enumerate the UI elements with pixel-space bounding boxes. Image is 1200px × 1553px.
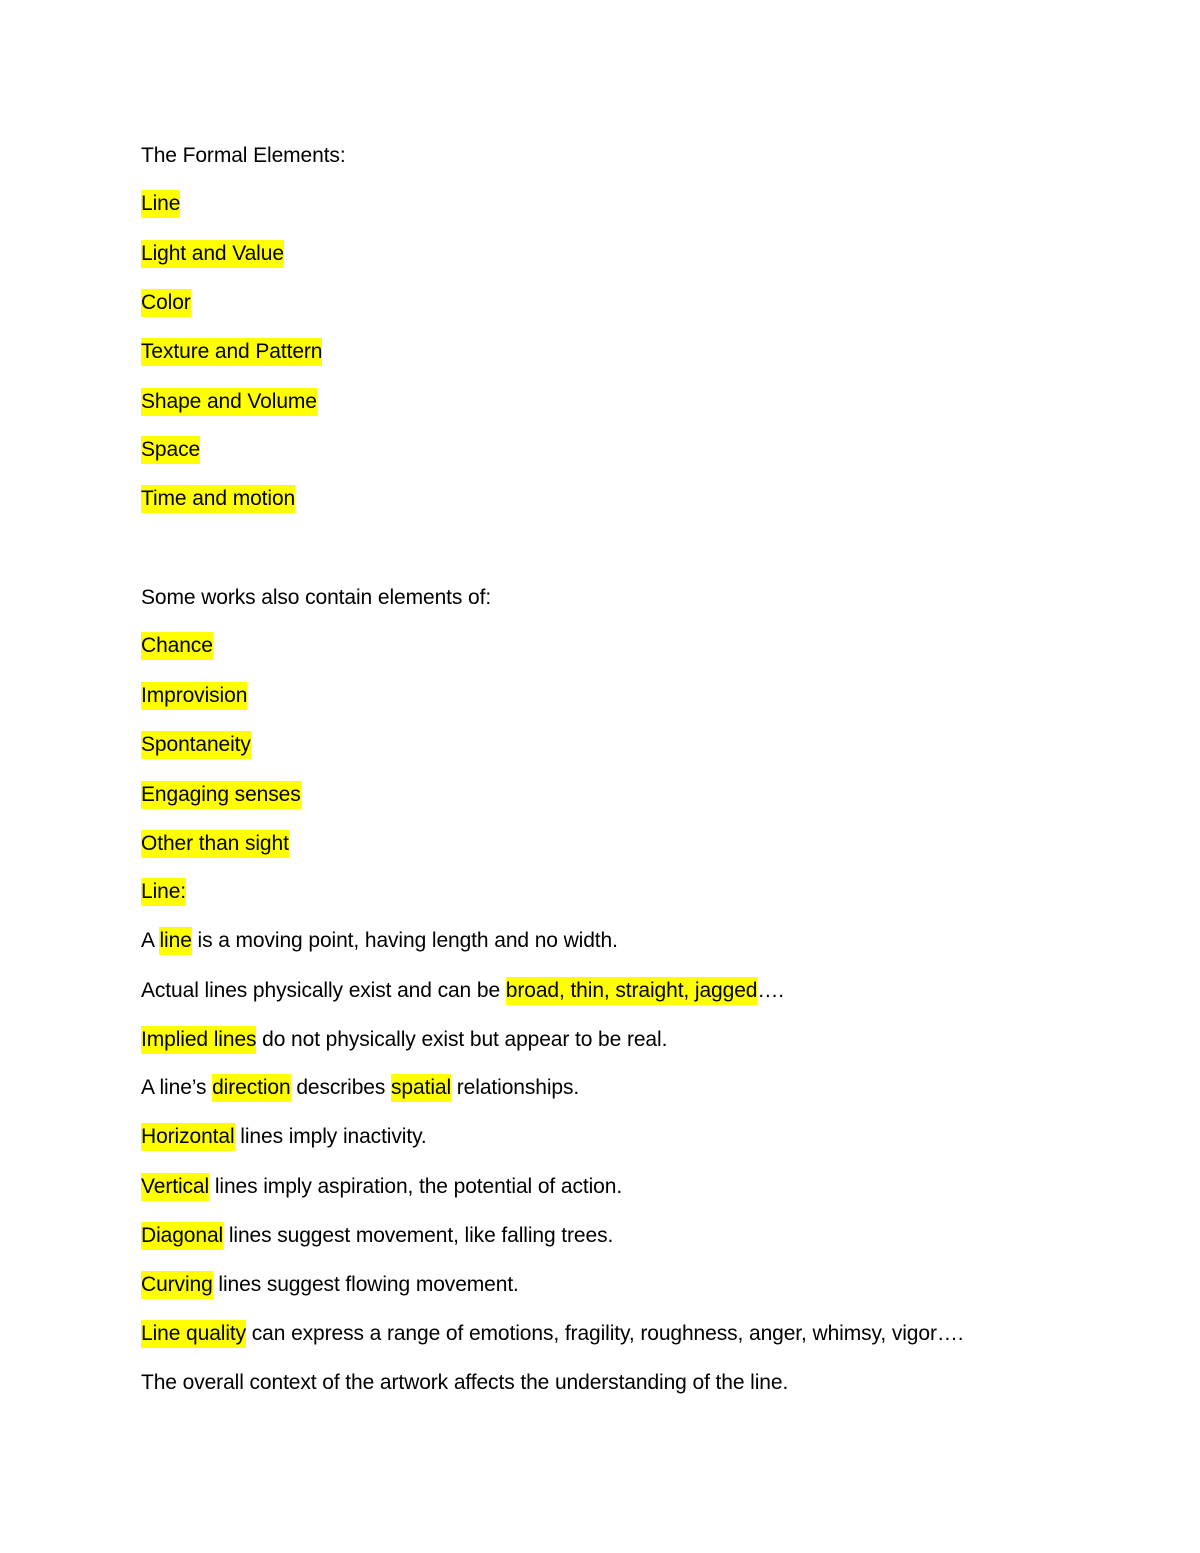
paragraph bbox=[141, 1221, 613, 1251]
highlighted-text: Implied lines bbox=[141, 1026, 256, 1054]
plain-text: is a moving point, having length and no width. bbox=[191, 929, 618, 952]
paragraph bbox=[141, 1172, 622, 1202]
highlighted-text: Texture and Pattern bbox=[141, 338, 322, 366]
highlighted-text: Improvision bbox=[141, 682, 247, 710]
plain-text: relationships. bbox=[451, 1076, 580, 1099]
paragraph bbox=[141, 976, 784, 1006]
highlighted-text: Line quality bbox=[141, 1320, 246, 1348]
other-element-item bbox=[141, 730, 251, 760]
highlighted-text: Chance bbox=[141, 632, 213, 660]
formal-elements-heading: The Formal Elements: bbox=[141, 144, 346, 167]
highlighted-text: Horizontal bbox=[141, 1123, 235, 1151]
highlighted-text: Space bbox=[141, 436, 200, 464]
formal-element-item bbox=[141, 484, 295, 514]
highlighted-text: Spontaneity bbox=[141, 731, 251, 759]
highlighted-text: Engaging senses bbox=[141, 781, 301, 809]
highlighted-text: Light and Value bbox=[141, 240, 284, 268]
plain-text: lines imply inactivity. bbox=[234, 1125, 427, 1148]
highlighted-text: spatial bbox=[391, 1074, 451, 1102]
highlighted-text: Other than sight bbox=[141, 830, 289, 858]
highlighted-text: Color bbox=[141, 289, 191, 317]
formal-element-item bbox=[141, 288, 191, 318]
plain-text: …. bbox=[757, 979, 785, 1002]
formal-element-item bbox=[141, 189, 180, 219]
formal-element-item bbox=[141, 387, 317, 417]
paragraph bbox=[141, 1319, 963, 1349]
other-element-item bbox=[141, 780, 301, 810]
highlighted-text: direction bbox=[212, 1074, 290, 1102]
paragraph bbox=[141, 1025, 667, 1055]
paragraph bbox=[141, 1073, 579, 1103]
other-elements-heading: Some works also contain elements of: bbox=[141, 586, 492, 609]
other-element-item bbox=[141, 829, 289, 859]
paragraph: The overall context of the artwork affects the understanding of the line. bbox=[141, 1371, 789, 1394]
formal-element-item bbox=[141, 239, 284, 269]
highlighted-text: Curving bbox=[141, 1271, 213, 1299]
plain-text: describes bbox=[290, 1076, 392, 1099]
highlighted-text: Vertical bbox=[141, 1173, 209, 1201]
plain-text: lines suggest flowing movement. bbox=[212, 1273, 519, 1296]
plain-text: A line’s bbox=[141, 1076, 213, 1099]
plain-text: do not physically exist but appear to be real. bbox=[256, 1028, 668, 1051]
paragraph bbox=[141, 1270, 519, 1300]
highlighted-text: Line bbox=[141, 190, 180, 218]
highlighted-text: broad, thin, straight, jagged bbox=[506, 977, 758, 1005]
highlighted-text: Diagonal bbox=[141, 1222, 223, 1250]
plain-text: lines imply aspiration, the potential of action. bbox=[209, 1175, 623, 1198]
highlighted-text: Line: bbox=[141, 878, 186, 906]
formal-element-item bbox=[141, 337, 322, 367]
paragraph bbox=[141, 926, 618, 956]
plain-text: lines suggest movement, like falling trees. bbox=[223, 1224, 614, 1247]
plain-text: A bbox=[141, 929, 160, 952]
highlighted-text: Shape and Volume bbox=[141, 388, 317, 416]
plain-text: Actual lines physically exist and can be bbox=[141, 979, 506, 1002]
line-section-heading bbox=[141, 877, 186, 907]
formal-element-item bbox=[141, 435, 200, 465]
other-element-item bbox=[141, 681, 247, 711]
highlighted-text: line bbox=[159, 927, 191, 955]
plain-text: can express a range of emotions, fragility, roughness, anger, whimsy, vigor…. bbox=[246, 1322, 964, 1345]
paragraph bbox=[141, 1122, 427, 1152]
other-element-item bbox=[141, 631, 213, 661]
highlighted-text: Time and motion bbox=[141, 485, 295, 513]
